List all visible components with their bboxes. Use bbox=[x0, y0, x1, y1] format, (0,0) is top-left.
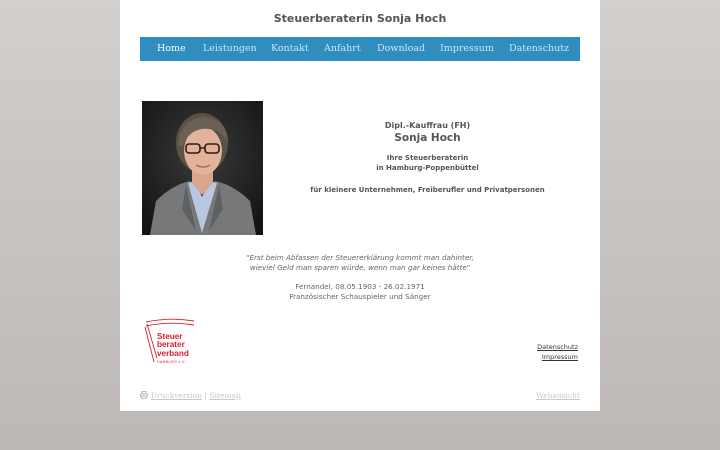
intro-block bbox=[270, 121, 585, 194]
logo-line: berater bbox=[157, 340, 185, 350]
author-description: Französischer Schauspieler und Sänger bbox=[289, 292, 431, 301]
logo-line: verband bbox=[157, 348, 189, 358]
quote-text bbox=[120, 253, 600, 273]
logo-line: Steuer bbox=[157, 332, 183, 341]
steuerberaterverband-logo[interactable] bbox=[142, 318, 198, 368]
author-dates: Fernandel, 08.05.1903 - 26.02.1971 bbox=[295, 282, 425, 291]
site-title: Steuerberaterin Sonja Hoch bbox=[273, 12, 447, 25]
target-clients: für kleinere Unternehmen, Freiberufler und Privatpersonen bbox=[310, 186, 545, 194]
portrait-illustration bbox=[142, 101, 263, 235]
nav-item-anfahrt[interactable]: Anfahrt bbox=[324, 43, 361, 54]
quote-line: "Erst beim Abfassen der Steuererklärung kommt man dahinter, bbox=[246, 253, 474, 262]
advisor-role bbox=[270, 153, 585, 173]
link-separator: | bbox=[204, 391, 207, 400]
academic-degree: Dipl.-Kauffrau (FH) bbox=[384, 121, 471, 130]
portrait-photo bbox=[142, 101, 263, 235]
nav-item-home[interactable]: Home bbox=[157, 43, 186, 54]
role-line: Ihre Steuerberaterin bbox=[386, 154, 469, 162]
quote-line: wieviel Geld man sparen würde, wenn man gar keines hätte" bbox=[249, 263, 471, 272]
main-navigation bbox=[140, 37, 580, 61]
bottom-bar-right bbox=[536, 391, 580, 400]
nav-item-impressum[interactable]: Impressum bbox=[440, 43, 494, 54]
nav-item-download[interactable]: Download bbox=[377, 43, 426, 54]
page-container bbox=[120, 0, 600, 411]
web-view-link[interactable]: Webansicht bbox=[536, 391, 580, 400]
nav-item-kontakt[interactable]: Kontakt bbox=[271, 43, 309, 54]
bottom-bar bbox=[140, 391, 580, 403]
location-line: in Hamburg-Poppenbüttel bbox=[376, 164, 479, 172]
advisor-name: Sonja Hoch bbox=[394, 132, 461, 144]
bottom-bar-left bbox=[140, 391, 241, 400]
nav-item-leistungen[interactable]: Leistungen bbox=[203, 43, 257, 54]
printer-icon bbox=[140, 391, 148, 399]
footer-links bbox=[537, 342, 578, 362]
nav-item-datenschutz[interactable]: Datenschutz bbox=[509, 43, 570, 54]
sitemap-link[interactable]: Sitemap bbox=[209, 391, 241, 400]
logo-subtitle: HAMBURG e.V. bbox=[157, 360, 186, 364]
quote-author bbox=[120, 282, 600, 302]
footer-link-datenschutz[interactable]: Datenschutz bbox=[537, 343, 578, 351]
print-version-link[interactable]: Druckversion bbox=[151, 391, 203, 400]
footer-link-impressum[interactable]: Impressum bbox=[541, 353, 578, 361]
logo-wordmark bbox=[157, 333, 189, 358]
